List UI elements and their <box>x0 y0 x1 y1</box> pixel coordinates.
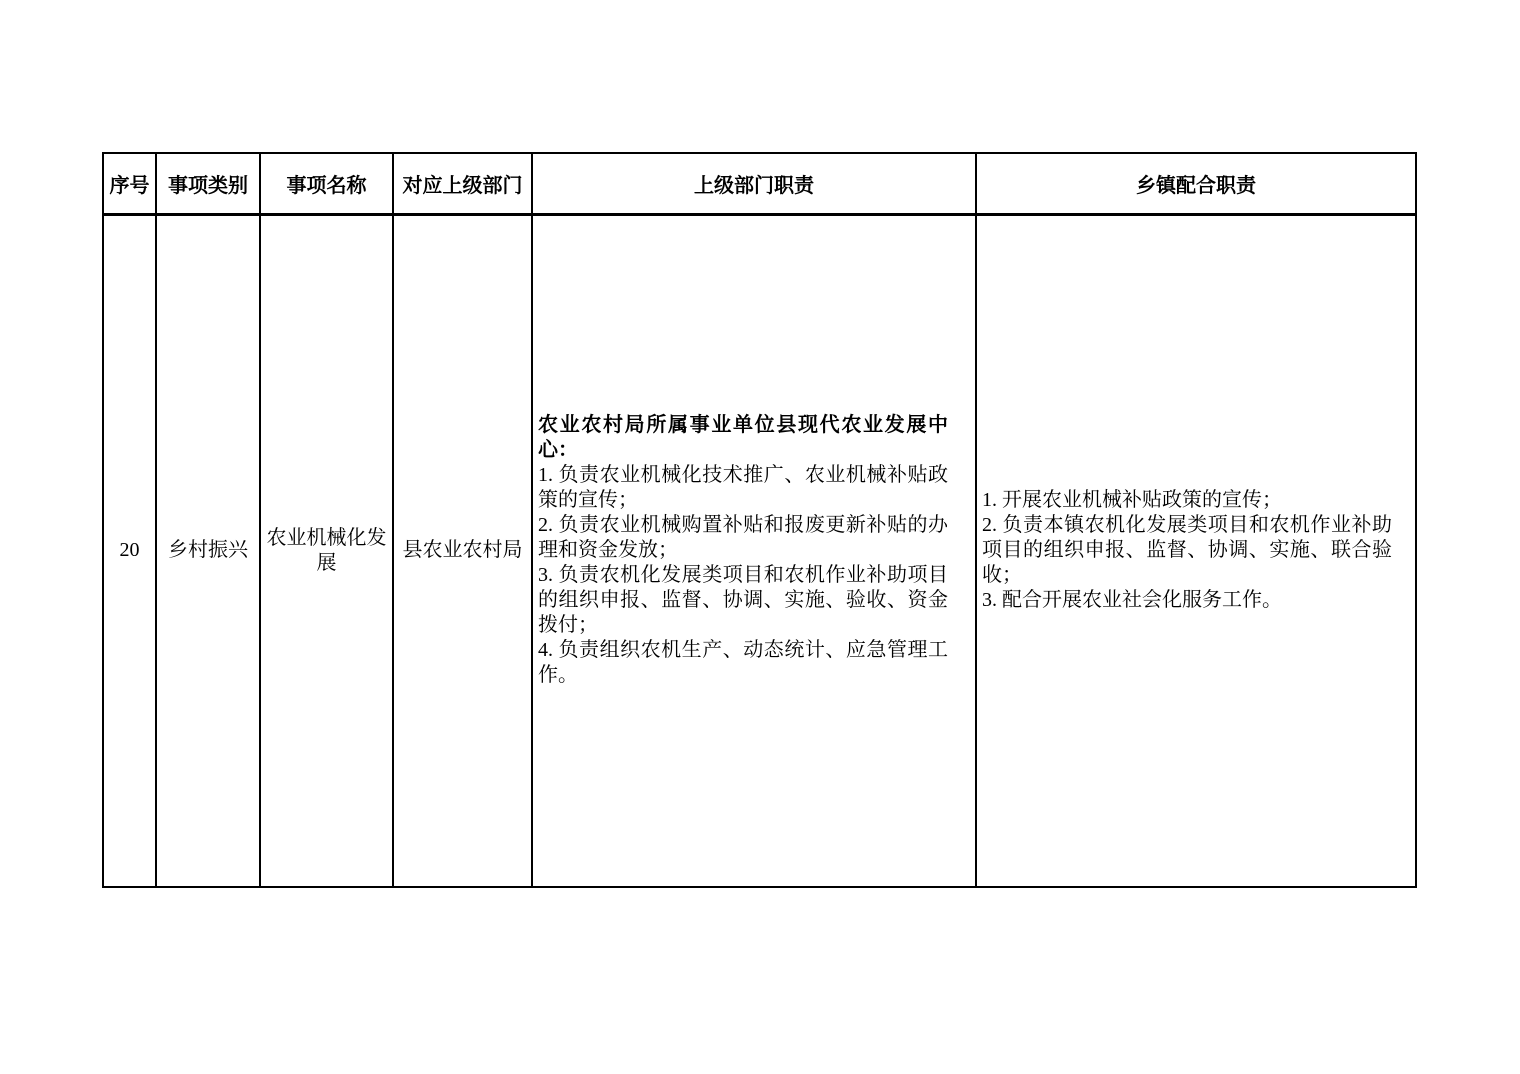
duties-table <box>102 152 1417 888</box>
column-header-seq: 序号 <box>103 153 156 214</box>
superior-duties-block <box>538 413 948 688</box>
column-header-name: 事项名称 <box>260 153 393 214</box>
cell-township-duties <box>976 214 1416 887</box>
column-header-superior-duties: 上级部门职责 <box>532 153 976 214</box>
cell-category: 乡村振兴 <box>156 214 260 887</box>
column-header-category: 事项类别 <box>156 153 260 214</box>
column-header-department: 对应上级部门 <box>393 153 532 214</box>
header-row <box>103 153 1416 214</box>
cell-seq: 20 <box>103 214 156 887</box>
township-duty-item: 2. 负责本镇农机化发展类项目和农机作业补助项目的组织申报、监督、协调、实施、联合验收； <box>982 514 1392 587</box>
superior-duty-item: 3. 负责农机化发展类项目和农机作业补助项目的组织申报、监督、协调、实施、验收、资金拨付； <box>538 564 948 637</box>
township-duties-block <box>982 488 1392 613</box>
cell-superior-duties <box>532 214 976 887</box>
superior-duty-item: 1. 负责农业机械化技术推广、农业机械补贴政策的宣传； <box>538 464 948 512</box>
superior-duty-item: 4. 负责组织农机生产、动态统计、应急管理工作。 <box>538 639 948 687</box>
cell-department: 县农业农村局 <box>393 214 532 887</box>
township-duty-item: 3. 配合开展农业社会化服务工作。 <box>982 589 1282 612</box>
superior-duty-item: 2. 负责农业机械购置补贴和报废更新补贴的办理和资金发放； <box>538 514 948 562</box>
superior-duties-heading: 农业农村局所属事业单位县现代农业发展中心： <box>538 414 948 462</box>
column-header-township-duties: 乡镇配合职责 <box>976 153 1416 214</box>
township-duty-item: 1. 开展农业机械补贴政策的宣传； <box>982 489 1282 512</box>
table-row <box>103 214 1416 887</box>
cell-name: 农业机械化发展 <box>260 214 393 887</box>
